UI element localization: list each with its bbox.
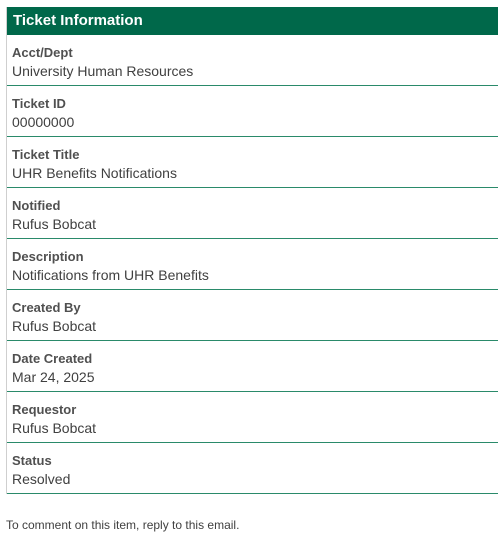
ticket-info-card: [6, 7, 498, 494]
row-description: [7, 239, 498, 290]
row-status: [7, 443, 498, 494]
requestor-label: Requestor: [12, 402, 77, 417]
created-by-label: Created By: [12, 300, 81, 315]
date-created-label: Date Created: [12, 351, 93, 366]
notified-label: Notified: [12, 198, 61, 213]
ticket-title-value: UHR Benefits Notifications: [12, 165, 177, 181]
acct-dept-value: University Human Resources: [12, 63, 194, 79]
reply-instruction-text: To comment on this item, reply to this email.: [6, 518, 240, 532]
ticket-id-label: Ticket ID: [12, 96, 66, 111]
acct-dept-label: Acct/Dept: [12, 45, 73, 60]
row-ticket-title: [7, 137, 498, 188]
ticket-id-value: 00000000: [12, 114, 75, 130]
status-value: Resolved: [12, 471, 71, 487]
description-value: Notifications from UHR Benefits: [12, 267, 209, 283]
row-requestor: [7, 392, 498, 443]
created-by-value: Rufus Bobcat: [12, 318, 97, 334]
row-notified: [7, 188, 498, 239]
date-created-value: Mar 24, 2025: [12, 369, 95, 385]
row-date-created: [7, 341, 498, 392]
notified-value: Rufus Bobcat: [12, 216, 97, 232]
requestor-value: Rufus Bobcat: [12, 420, 97, 436]
row-ticket-id: [7, 86, 498, 137]
status-label: Status: [12, 453, 52, 468]
ticket-info-header: Ticket Information: [7, 7, 498, 35]
ticket-title-label: Ticket Title: [12, 147, 80, 162]
row-acct-dept: [7, 35, 498, 86]
description-label: Description: [12, 249, 84, 264]
row-created-by: [7, 290, 498, 341]
